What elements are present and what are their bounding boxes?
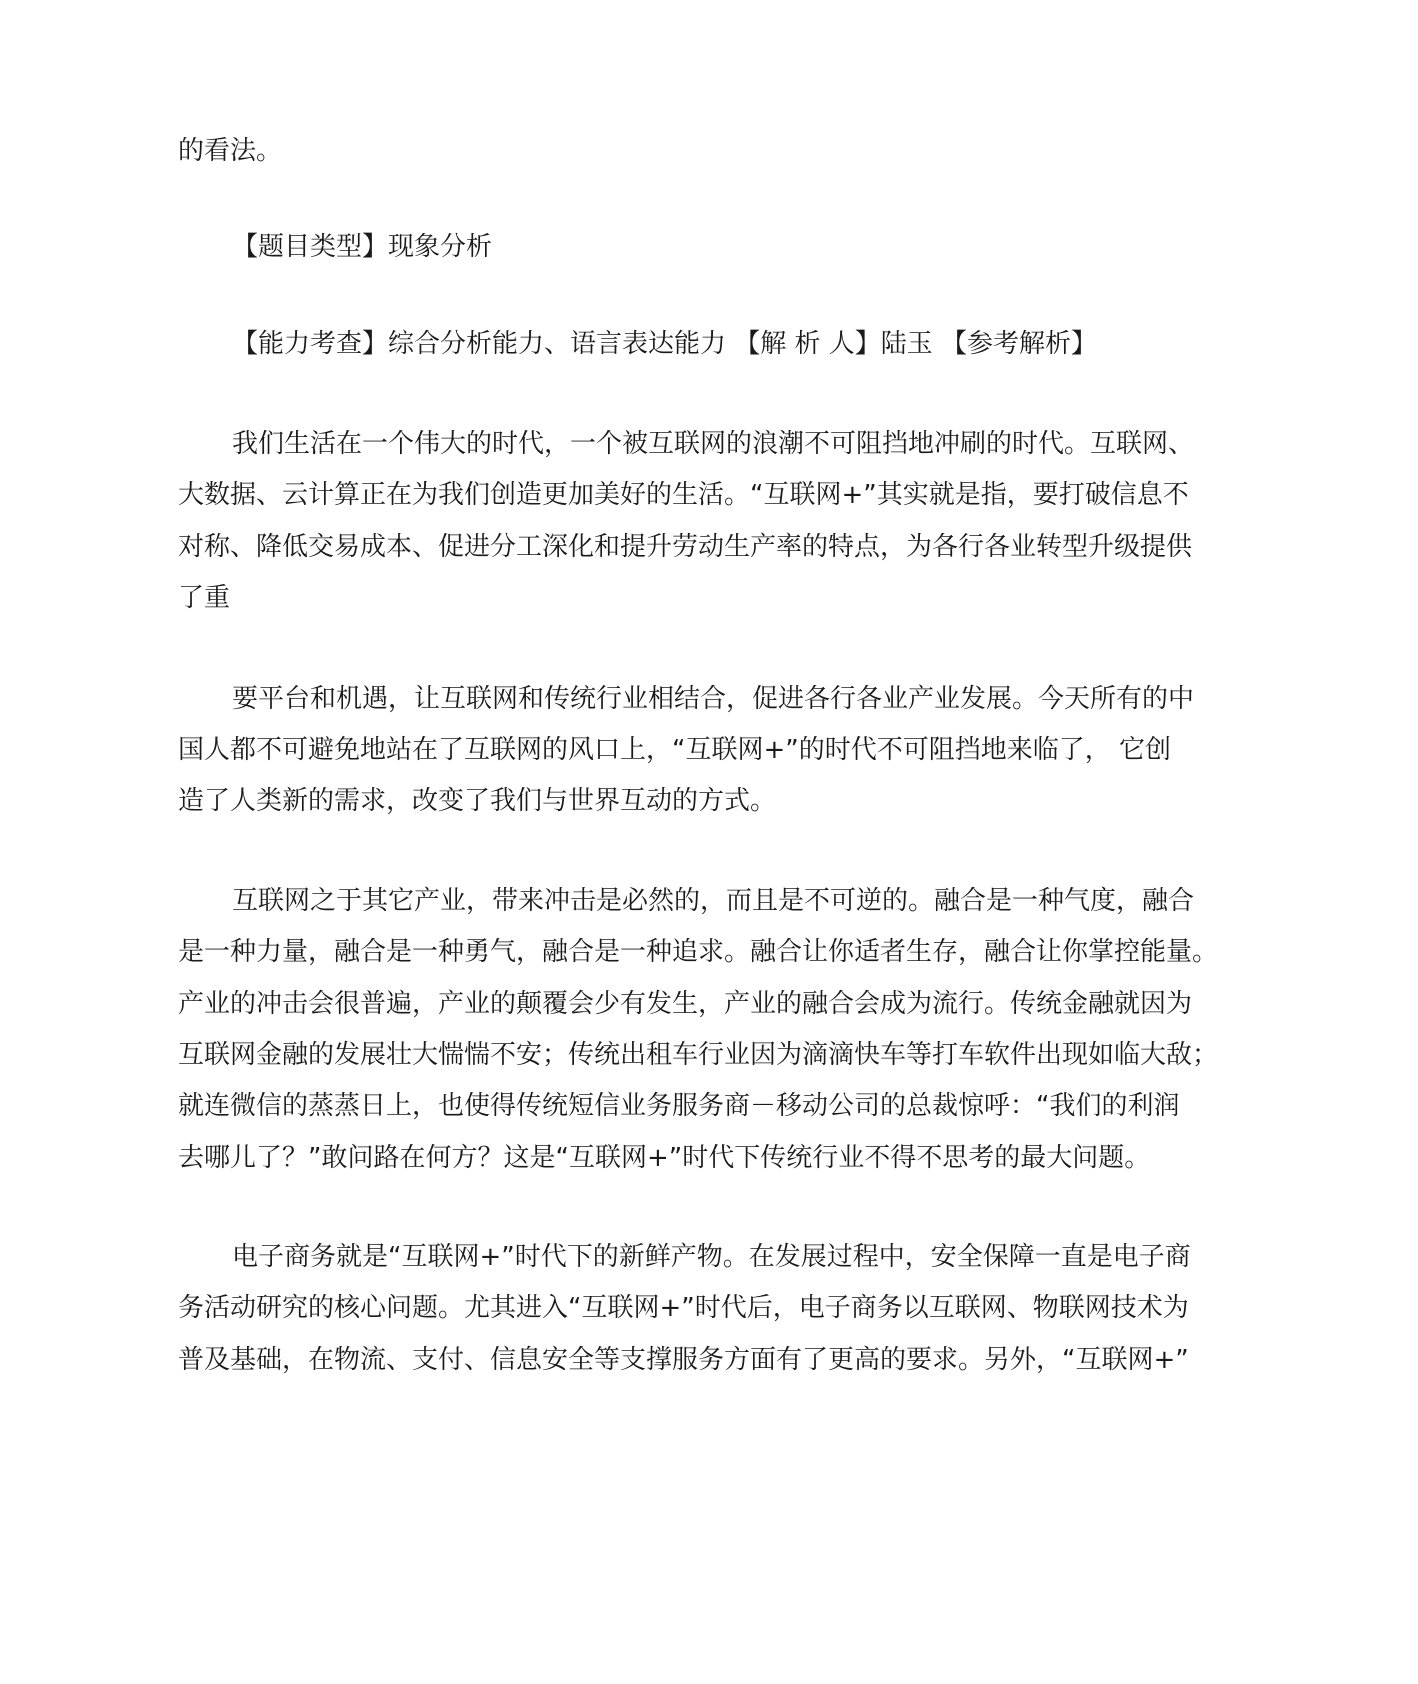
text-line: 普及基础，在物流、支付、信息安全等支撑服务方面有了更高的要求。另外，“互联网+”	[178, 1345, 1189, 1375]
text-line: 互联网之于其它产业，带来冲击是必然的，而且是不可逆的。融合是一种气度，融合	[232, 886, 1195, 916]
text-line: 大数据、云计算正在为我们创造更加美好的生活。“互联网+”其实就是指，要打破信息不	[178, 480, 1189, 510]
text-line: 产业的冲击会很普遍，产业的颠覆会少有发生，产业的融合会成为流行。传统金融就因为	[178, 989, 1193, 1019]
text-line: 务活动研究的核心问题。尤其进入“互联网+”时代后，电子商务以互联网、物联网技术为	[178, 1293, 1189, 1323]
text-line: 的看法。	[178, 136, 283, 166]
text-line: 对称、降低交易成本、促进分工深化和提升劳动生产率的特点，为各行各业转型升级提供	[178, 532, 1193, 562]
text-line: 去哪儿了？”敢问路在何方？这是“互联网+”时代下传统行业不得不思考的最大问题。	[178, 1143, 1151, 1173]
text-line: 电子商务就是“互联网+”时代下的新鲜产物。在发展过程中，安全保障一直是电子商	[232, 1242, 1191, 1272]
text-line: 是一种力量，融合是一种勇气，融合是一种追求。融合让你适者生存，融合让你掌控能量。	[178, 937, 1219, 967]
text-line: 要平台和机遇，让互联网和传统行业相结合，促进各行各业产业发展。今天所有的中	[232, 684, 1195, 714]
ability-line: 【能力考查】综合分析能力、语言表达能力 【解 析 人】陆玉 【参考解析】	[232, 329, 1098, 359]
text-line: 造了人类新的需求，改变了我们与世界互动的方式。	[178, 786, 777, 816]
text-line: 国人都不可避免地站在了互联网的风口上，“互联网+”的时代不可阻挡地来临了， 它创	[178, 735, 1171, 765]
text-line: 我们生活在一个伟大的时代，一个被互联网的浪潮不可阻挡地冲刷的时代。互联网、	[232, 429, 1195, 459]
text-line: 了重	[178, 583, 231, 613]
text-line: 就连微信的蒸蒸日上，也使得传统短信业务服务商－移动公司的总裁惊呼：“我们的利润	[178, 1091, 1180, 1121]
text-line: 互联网金融的发展壮大惴惴不安；传统出租车行业因为滴滴快车等打车软件出现如临大敌；	[178, 1040, 1219, 1070]
question-type-line: 【题目类型】现象分析	[232, 232, 493, 262]
